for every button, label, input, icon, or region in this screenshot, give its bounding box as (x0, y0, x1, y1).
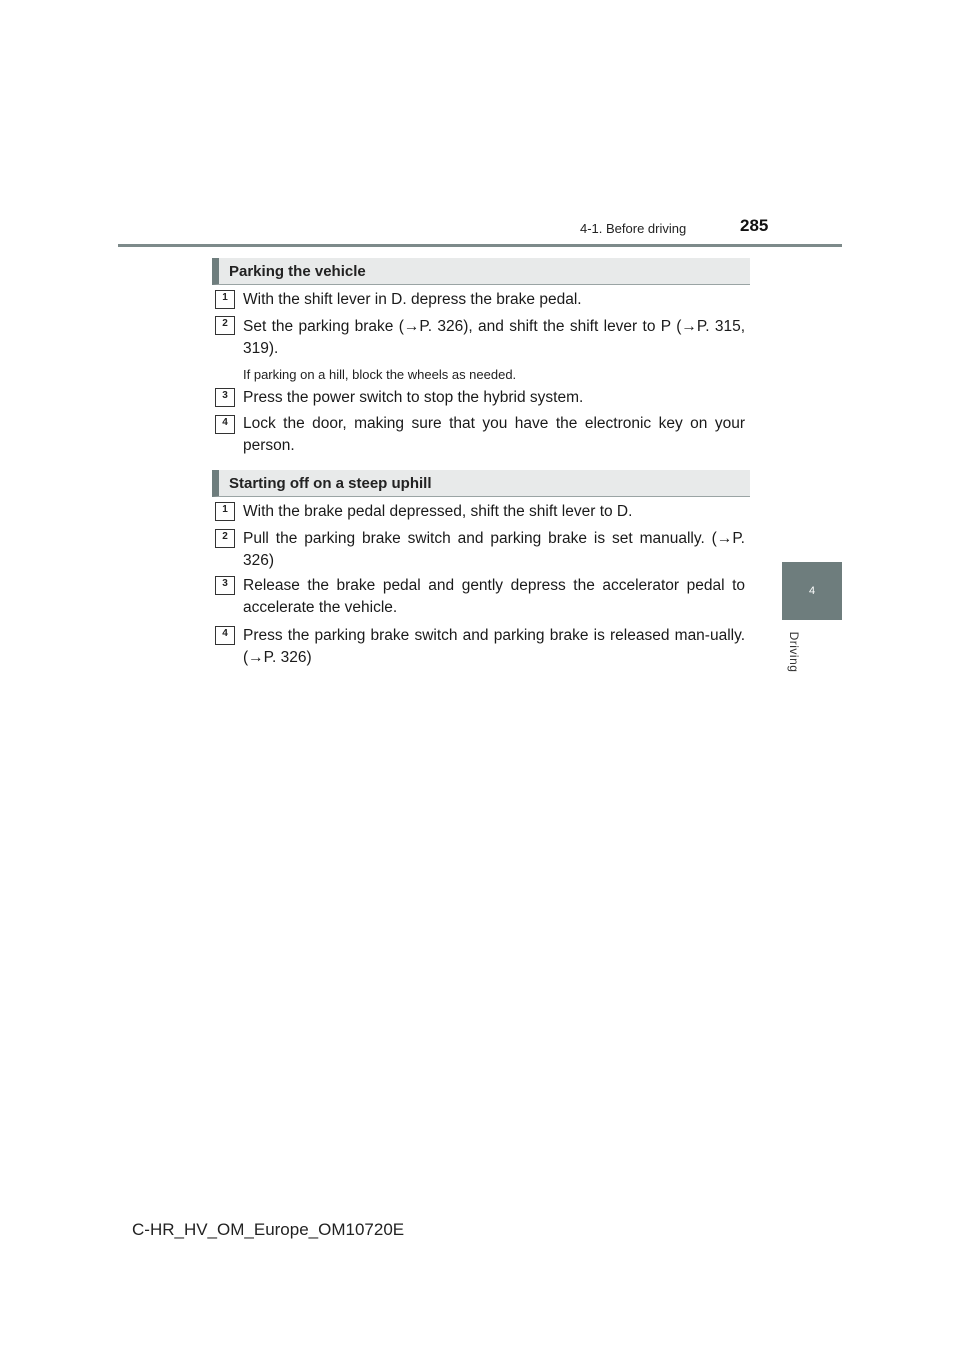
step-number-badge: 3 (215, 576, 235, 595)
step-number-badge: 2 (215, 529, 235, 548)
step-text: Set the parking brake (→P. 326), and shift the shift lever to P (→P. 315, 319). (243, 318, 745, 357)
step-number-badge: 4 (215, 415, 235, 434)
step-number-badge: 4 (215, 626, 235, 645)
step-text: With the shift lever in D. depress the brake pedal. (243, 291, 582, 308)
chapter-tab[interactable] (782, 562, 842, 620)
chapter-label: Driving (787, 631, 801, 673)
page-number: 285 (740, 216, 769, 235)
document-code: C-HR_HV_OM_Europe_OM10720E (132, 1220, 405, 1239)
step-number-badge: 1 (215, 502, 235, 521)
step-text: Release the brake pedal and gently depress the accelerator pedal to accelerate the vehicle. (243, 577, 745, 616)
section-heading-uphill (212, 470, 750, 497)
step-number-badge: 2 (215, 316, 235, 335)
step-number-badge: 3 (215, 388, 235, 407)
section-breadcrumb: 4-1. Before driving (580, 221, 687, 236)
step-number-badge: 1 (215, 290, 235, 309)
header-divider (118, 244, 842, 247)
chapter-number: 4 (808, 585, 816, 597)
step-note: If parking on a hill, block the wheels as needed. (243, 367, 517, 382)
step-text: With the brake pedal depressed, shift the shift lever to D. (243, 503, 633, 520)
step-text: Press the parking brake switch and parking brake is released man-ually. (→P. 326) (243, 627, 745, 666)
section-title: Starting off on a steep uphill (229, 475, 432, 492)
section-title: Parking the vehicle (229, 263, 366, 280)
step-text: Press the power switch to stop the hybrid system. (243, 389, 584, 406)
step-text: Lock the door, making sure that you have the electronic key on your person. (243, 415, 745, 454)
section-heading-parking (212, 258, 750, 285)
step-text: Pull the parking brake switch and parking brake is set manually. (→P. 326) (243, 530, 745, 569)
